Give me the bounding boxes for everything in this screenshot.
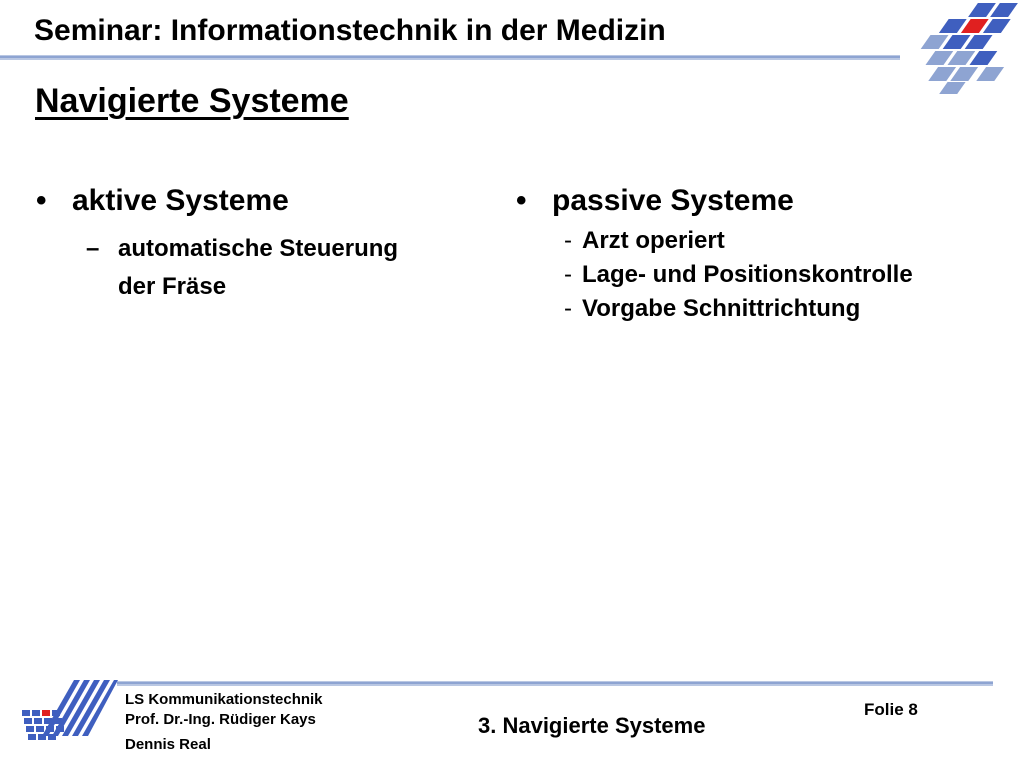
footer-org-line2: Prof. Dr.-Ing. Rüdiger Kays xyxy=(125,711,316,728)
header-title: Seminar: Informationstechnik in der Medizin xyxy=(34,14,666,47)
footer-slide-number: Folie 8 xyxy=(864,700,918,719)
sub-item-text: Lage- und Positionskontrolle xyxy=(582,261,913,288)
footer-section-title: 3. Navigierte Systeme xyxy=(478,713,706,738)
sub-item-automatic-control xyxy=(86,230,398,306)
bullet-text: aktive Systeme xyxy=(72,184,289,217)
sub-item-doctor-operates xyxy=(564,224,913,258)
passive-sub-list xyxy=(564,224,913,326)
bullet-active-systems xyxy=(36,184,289,218)
bullet-text: passive Systeme xyxy=(552,184,794,217)
chair-logo-bottom xyxy=(18,680,118,746)
sub-item-text: Vorgabe Schnittrichtung xyxy=(582,295,861,322)
bullet-passive-systems xyxy=(516,184,794,218)
sub-item-line2: der Fräse xyxy=(118,273,227,300)
bullet-dot-icon: • xyxy=(516,184,527,217)
dash-icon: - xyxy=(564,261,572,288)
footer-organization xyxy=(125,690,323,730)
header-divider xyxy=(0,55,900,60)
dash-icon: – xyxy=(86,235,100,262)
sub-item-cut-direction xyxy=(564,292,913,326)
slide-title: Navigierte Systeme xyxy=(35,82,349,120)
sub-item-line1: automatische Steuerung xyxy=(118,235,399,262)
dash-icon: - xyxy=(564,227,572,254)
footer-org-line1: LS Kommunikationstechnik xyxy=(125,691,323,708)
footer-author: Dennis Real xyxy=(125,736,211,753)
dash-icon: - xyxy=(564,295,572,322)
sub-item-position-control xyxy=(564,258,913,292)
university-logo-top xyxy=(905,0,1024,96)
bullet-dot-icon: • xyxy=(36,184,47,217)
footer-divider xyxy=(117,681,993,686)
sub-item-text: Arzt operiert xyxy=(582,227,725,254)
